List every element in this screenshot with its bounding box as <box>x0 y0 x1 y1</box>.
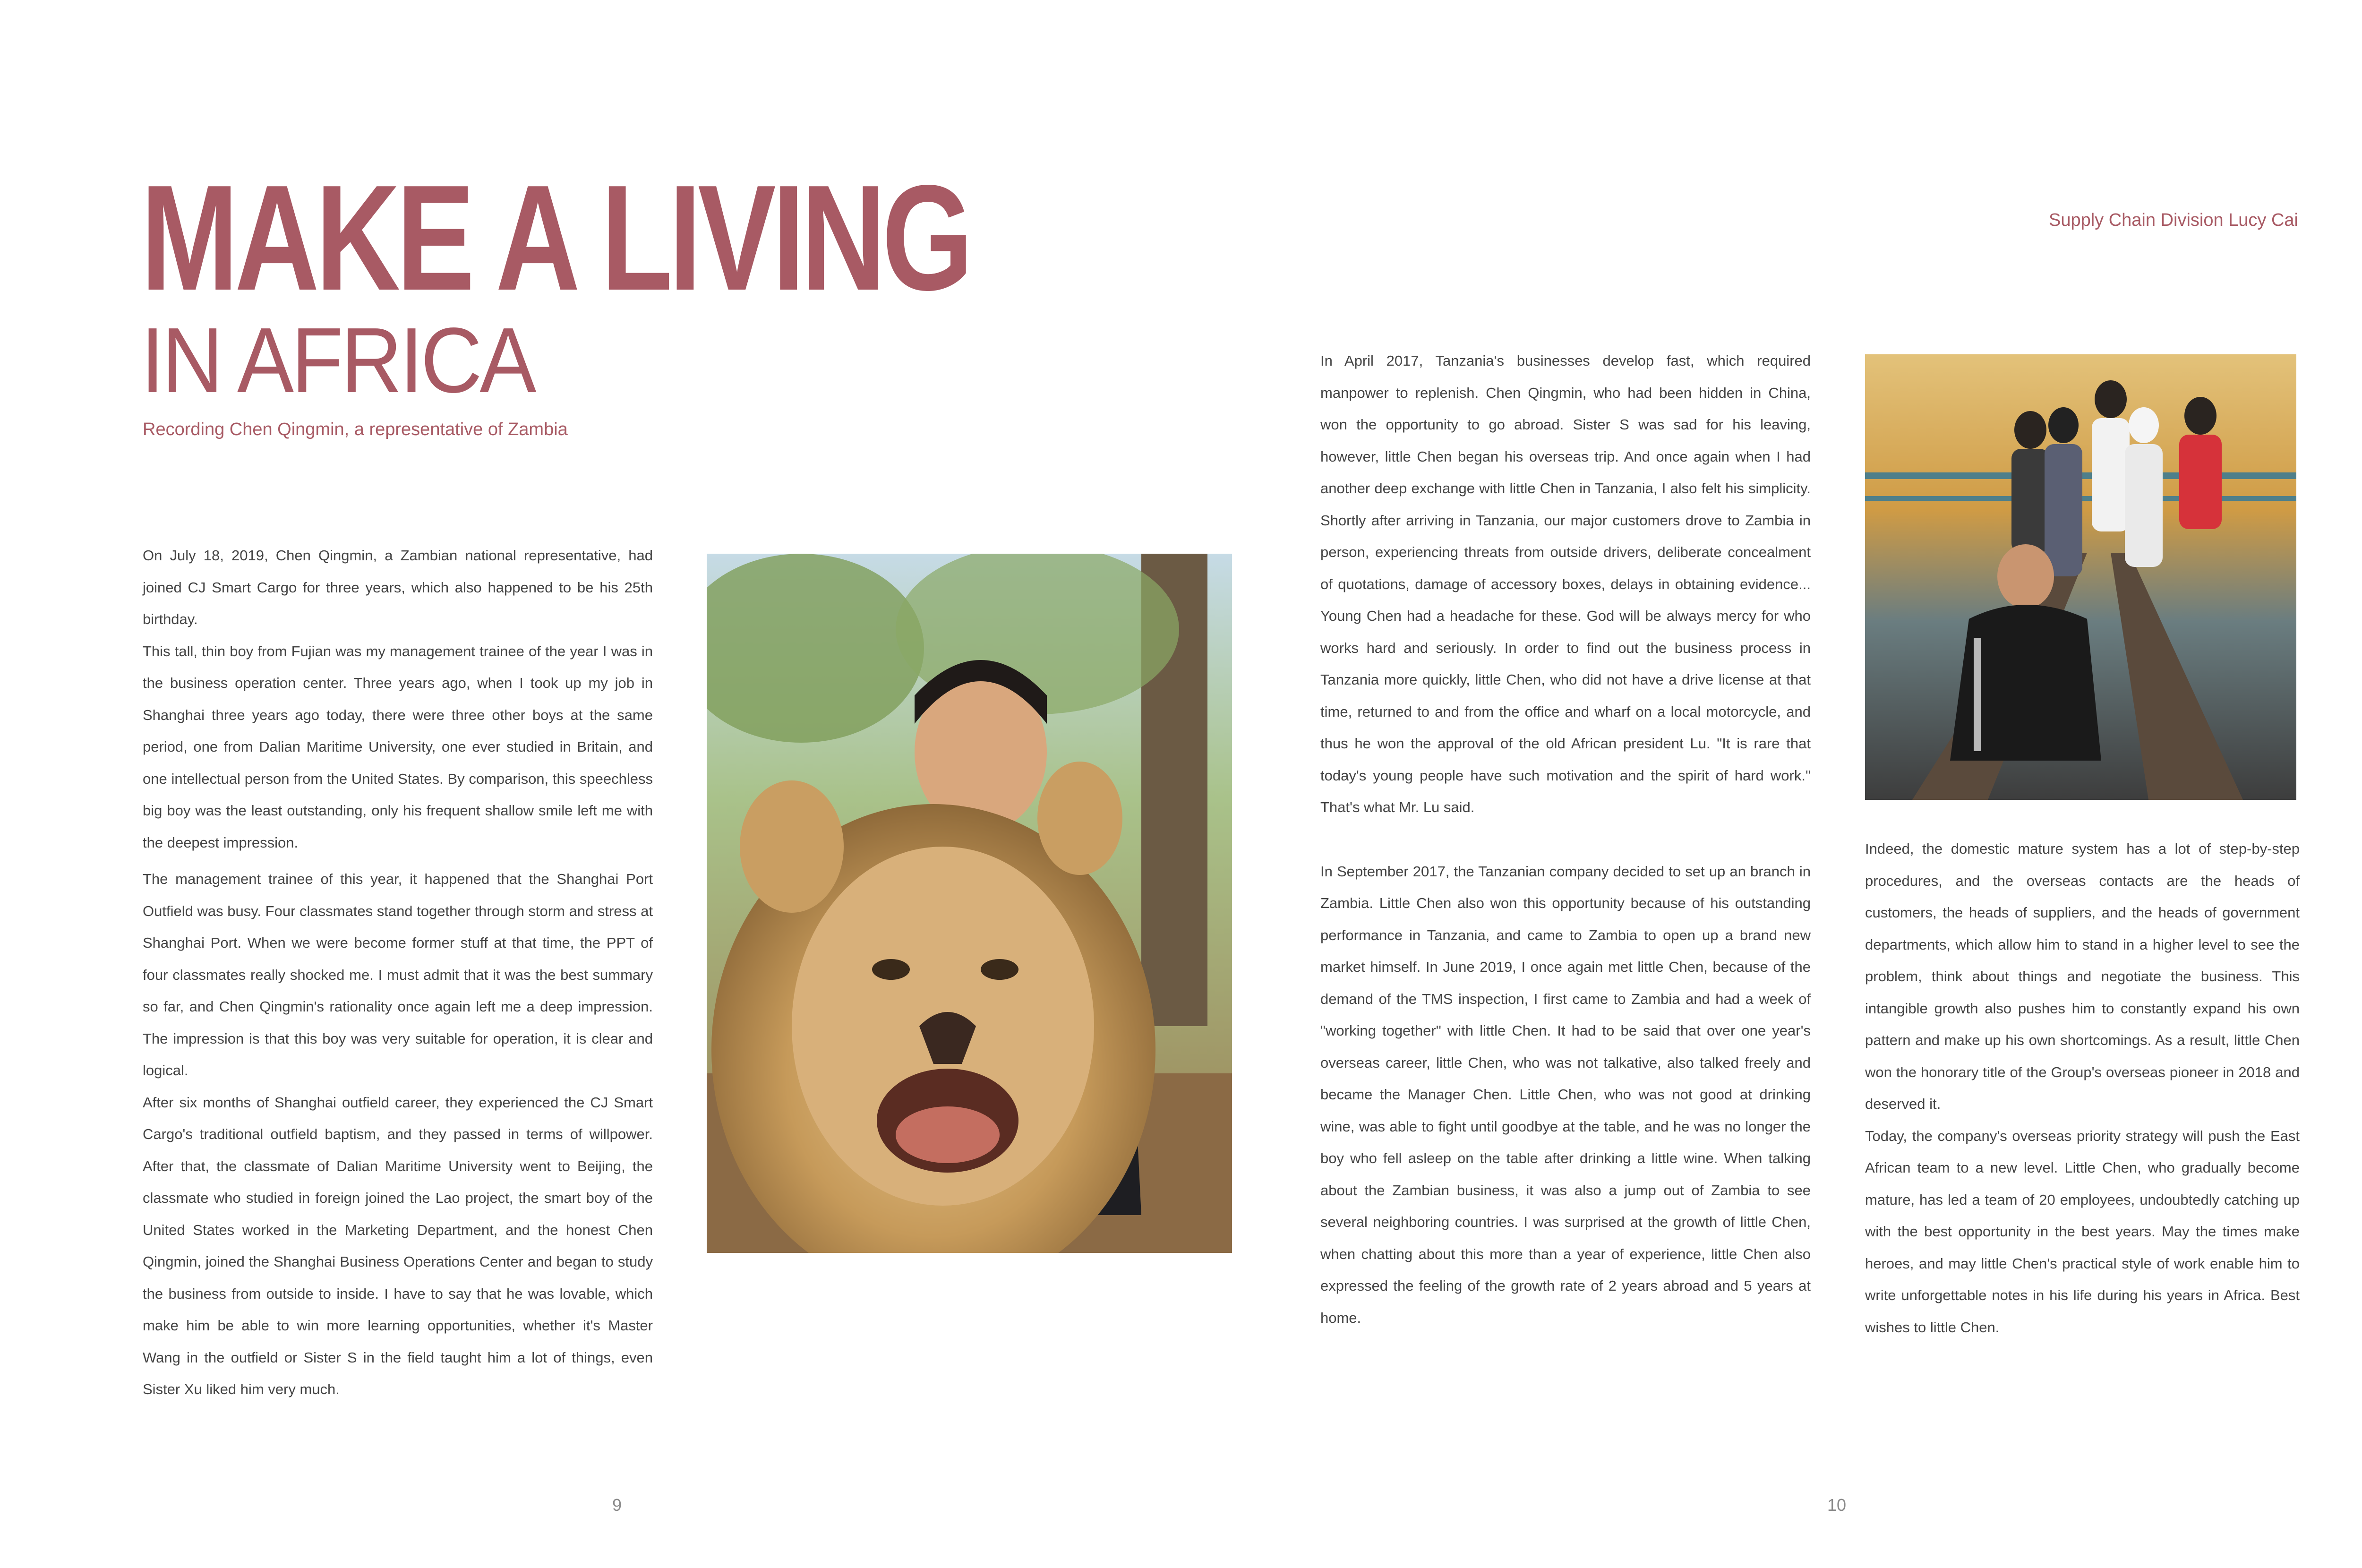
photo-man-with-lion-illustration <box>707 554 1232 1253</box>
article-subtitle: Recording Chen Qingmin, a representative of Zambia <box>143 420 568 439</box>
photo-team-group <box>1865 354 2296 800</box>
paragraph: On July 18, 2019, Chen Qingmin, a Zambian national representative, had joined CJ Smart Cargo for three years, which also happened to be his 25th birthday. <box>143 547 653 627</box>
paragraph: This tall, thin boy from Fujian was my management trainee of the year I was in the business operation center. Three years ago, when I took up my job in Shanghai three years ago today, there were three other boys at the same period, one from Dalian Maritime University, one ever studied in Britain, and one intellectual person from the United States. By comparison, this speechless big boy was the least outstanding, only his frequent shallow smile left me with the deepest impression. <box>143 643 653 851</box>
paragraph: Today, the company's overseas priority strategy will push the East African team to a new level. Little Chen, who gradually become mature, has led a team of 20 employees, undoubtedly catching up with the best opportunity in the best years. May the times make heroes, and may little Chen's practical style of work enable him to write unforgettable notes in his life during his years in Africa. Best wishes to little Chen. <box>1865 1127 2300 1336</box>
headline-subtitle: IN AFRICA <box>141 308 534 412</box>
paragraph: Indeed, the domestic mature system has a lot of step-by-step procedures, and the overseas contacts are the heads of customers, the heads of suppliers, and the heads of government departments, which allow him to stand in a higher level to see the problem, think about things and negotiate the business. This intangible growth also pushes him to constantly expand his own pattern and make up his own shortcomings. As a result, little Chen won the honorary title of the Group's overseas pioneer in 2018 and deserved it. <box>1865 840 2300 1112</box>
article-column-4 <box>1865 833 2300 1343</box>
article-column-3 <box>1320 345 1811 1334</box>
paragraph: In April 2017, Tanzania's businesses develop fast, which required manpower to replenish. Chen Qingmin, who had been hidden in China, won the opportunity to go abroad. Sister S was sad for his leaving, however, little Chen began his overseas trip. And once again when I had another deep exchange with little Chen in Tanzania, I also felt his simplicity. Shortly after arriving in Tanzania, our major customers drove to Zambia in person, experiencing threats from outside drivers, deliberate concealment of quotations, damage of accessory boxes, delays in obtaining evidence... Young Chen had a headache for these. God will be always mercy for who works hard and seriously. In order to find out the business process in Tanzania more quickly, little Chen, who did not have a drive license at that time, returned to and from the office and wharf on a local motorcycle, and thus he won the approval of the old African president Lu. "It is rare that today's young people have such motivation and the spirit of hard work." That's what Mr. Lu said. <box>1320 352 1811 815</box>
photo-man-with-lion <box>707 554 1232 1253</box>
paragraph: The management trainee of this year, it happened that the Shanghai Port Outfield was busy. Four classmates stand together through storm and stress at Shanghai Port. When we were become former stuff at that time, the PPT of four classmates really shocked me. I must admit that it was the best summary so far, and Chen Qingmin's rationality once again left me a deep impression. The impression is that this boy was very suitable for operation, it is clear and logical. <box>143 871 653 1079</box>
headline-title: MAKE A LIVING <box>141 154 970 322</box>
paragraph: In September 2017, the Tanzanian company decided to set up an branch in Zambia. Little Chen also won this opportunity because of his outstanding performance in Tanzania, and came to Zambia to open up a brand new market himself. In June 2019, I once again met little Chen, because of the demand of the TMS inspection, I first came to Zambia and had a week of "working together" with little Chen. It had to be said that over one year's overseas career, little Chen, who was not talkative, also talked freely and became the Manager Chen. Little Chen, who was not good at drinking wine, was able to fight until goodbye at the table, and he was no longer the boy who fell asleep on the table after drinking a little wine. When talking about the Zambian business, it was also a jump out of Zambia to see several neighboring countries. I was surprised at the growth of little Chen, when chatting about this more than a year of experience, little Chen also expressed the feeling of the growth rate of 2 years abroad and 5 years at home. <box>1320 863 1811 1326</box>
page-number-left: 9 <box>612 1495 622 1515</box>
article-column-1 <box>143 540 653 1405</box>
page-number-right: 10 <box>1827 1495 1847 1515</box>
paragraph: After six months of Shanghai outfield career, they experienced the CJ Smart Cargo's traditional outfield baptism, and they passed in terms of willpower. After that, the classmate of Dalian Maritime University went to Beijing, the classmate who studied in foreign joined the Lao project, the smart boy of the United States worked in the Marketing Department, and the honest Chen Qingmin, joined the Shanghai Business Operations Center and began to study the business from outside to inside. I have to say that he was lovable, which make him be able to win more learning opportunities, whether it's Master Wang in the outfield or Sister S in the field taught him a lot of things, even Sister Xu liked him very much. <box>143 1094 653 1397</box>
photo-team-group-illustration <box>1865 354 2296 800</box>
author-byline: Supply Chain Division Lucy Cai <box>2048 210 2298 230</box>
